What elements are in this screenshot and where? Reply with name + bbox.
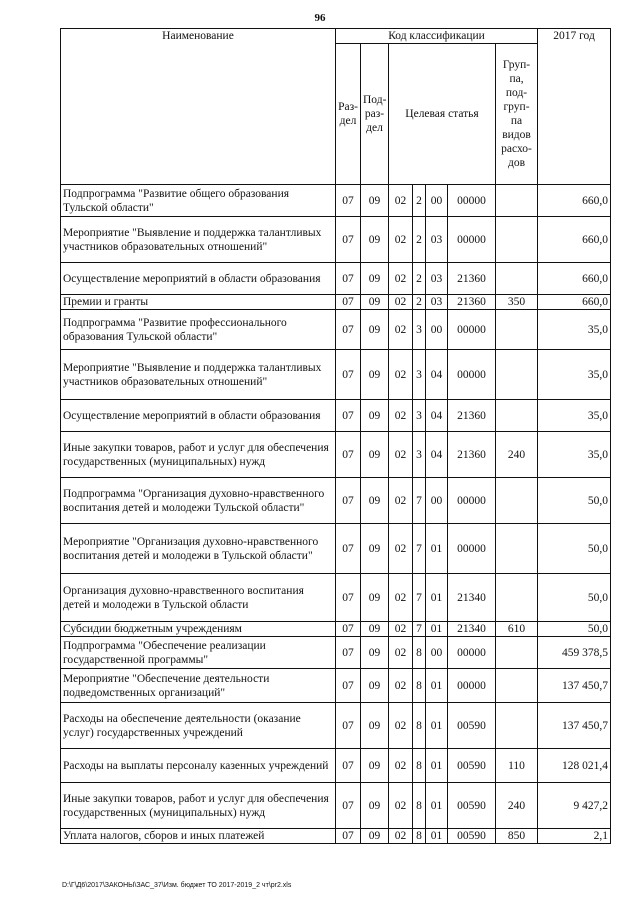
row-target-part2: 2 <box>413 295 426 310</box>
row-amount: 660,0 <box>538 217 611 263</box>
row-target-part1: 02 <box>389 432 413 478</box>
table-row <box>61 749 611 783</box>
row-target-part4: 00000 <box>448 669 496 703</box>
row-target-part4: 21360 <box>448 400 496 432</box>
row-name: Расходы на выплаты персоналу казенных учреждений <box>61 749 336 783</box>
row-section: 07 <box>336 749 361 783</box>
budget-table <box>60 28 611 844</box>
row-expense-group <box>496 669 538 703</box>
row-name: Иные закупки товаров, работ и услуг для обеспечения государственных (муниципальных) нужд <box>61 783 336 829</box>
row-section: 07 <box>336 574 361 622</box>
table-row <box>61 400 611 432</box>
row-amount: 50,0 <box>538 478 611 524</box>
row-target-part3: 01 <box>426 783 448 829</box>
row-name: Мероприятие "Выявление и поддержка талантливых участников образовательных отношений" <box>61 217 336 263</box>
row-target-part1: 02 <box>389 524 413 574</box>
row-name: Подпрограмма "Развитие общего образования Тульской области" <box>61 185 336 217</box>
row-expense-group <box>496 478 538 524</box>
row-target-part1: 02 <box>389 478 413 524</box>
table-body <box>61 185 611 844</box>
row-target-part2: 7 <box>413 478 426 524</box>
row-target-part1: 02 <box>389 574 413 622</box>
row-section: 07 <box>336 829 361 844</box>
row-section: 07 <box>336 637 361 669</box>
row-name: Подпрограмма "Обеспечение реализации государственной программы" <box>61 637 336 669</box>
row-amount: 50,0 <box>538 574 611 622</box>
row-target-part1: 02 <box>389 295 413 310</box>
row-expense-group <box>496 217 538 263</box>
row-target-part2: 3 <box>413 432 426 478</box>
row-amount: 660,0 <box>538 263 611 295</box>
row-subsection: 09 <box>361 669 389 703</box>
row-amount: 2,1 <box>538 829 611 844</box>
row-expense-group: 110 <box>496 749 538 783</box>
row-target-part3: 04 <box>426 400 448 432</box>
row-target-part1: 02 <box>389 783 413 829</box>
row-amount: 137 450,7 <box>538 669 611 703</box>
row-section: 07 <box>336 524 361 574</box>
row-name: Премии и гранты <box>61 295 336 310</box>
row-target-part2: 8 <box>413 637 426 669</box>
row-target-part2: 7 <box>413 622 426 637</box>
row-target-part2: 2 <box>413 185 426 217</box>
table-row <box>61 350 611 400</box>
table-row <box>61 783 611 829</box>
row-amount: 660,0 <box>538 185 611 217</box>
row-target-part3: 04 <box>426 350 448 400</box>
row-amount: 9 427,2 <box>538 783 611 829</box>
table-row <box>61 524 611 574</box>
row-target-part1: 02 <box>389 703 413 749</box>
row-target-part1: 02 <box>389 217 413 263</box>
row-target-part3: 03 <box>426 295 448 310</box>
row-subsection: 09 <box>361 524 389 574</box>
table-row <box>61 478 611 524</box>
row-target-part3: 00 <box>426 310 448 350</box>
row-subsection: 09 <box>361 295 389 310</box>
row-target-part1: 02 <box>389 829 413 844</box>
row-section: 07 <box>336 263 361 295</box>
row-target-part2: 8 <box>413 749 426 783</box>
row-name: Субсидии бюджетным учреждениям <box>61 622 336 637</box>
row-target-part4: 00590 <box>448 829 496 844</box>
row-target-part1: 02 <box>389 185 413 217</box>
row-amount: 35,0 <box>538 400 611 432</box>
row-target-part2: 7 <box>413 524 426 574</box>
row-name: Иные закупки товаров, работ и услуг для обеспечения государственных (муниципальных) нужд <box>61 432 336 478</box>
row-section: 07 <box>336 669 361 703</box>
row-expense-group <box>496 637 538 669</box>
row-subsection: 09 <box>361 829 389 844</box>
row-target-part1: 02 <box>389 400 413 432</box>
row-section: 07 <box>336 622 361 637</box>
row-name: Мероприятие "Организация духовно-нравственного воспитания детей и молодежи в Тульской области" <box>61 524 336 574</box>
table-row <box>61 310 611 350</box>
row-target-part1: 02 <box>389 669 413 703</box>
row-expense-group <box>496 263 538 295</box>
row-name: Расходы на обеспечение деятельности (оказание услуг) государственных учреждений <box>61 703 336 749</box>
row-target-part2: 8 <box>413 829 426 844</box>
row-section: 07 <box>336 478 361 524</box>
row-amount: 50,0 <box>538 524 611 574</box>
row-section: 07 <box>336 310 361 350</box>
header-section: Раз-дел <box>336 44 361 185</box>
row-target-part2: 8 <box>413 783 426 829</box>
header-target-article: Целевая статья <box>389 44 496 185</box>
row-target-part1: 02 <box>389 310 413 350</box>
file-path-footer: D:\Г\Д6\2017\ЗАКОНЫ\ЗАС_37\Изм. бюджет ТО 2017-2019_2 чт\pr2.xls <box>62 882 292 889</box>
row-expense-group <box>496 524 538 574</box>
row-amount: 50,0 <box>538 622 611 637</box>
row-target-part3: 00 <box>426 478 448 524</box>
row-target-part3: 01 <box>426 749 448 783</box>
row-target-part2: 2 <box>413 217 426 263</box>
row-target-part1: 02 <box>389 263 413 295</box>
row-target-part1: 02 <box>389 637 413 669</box>
row-expense-group <box>496 400 538 432</box>
row-subsection: 09 <box>361 400 389 432</box>
row-section: 07 <box>336 217 361 263</box>
row-amount: 660,0 <box>538 295 611 310</box>
row-name: Осуществление мероприятий в области образования <box>61 400 336 432</box>
header-classification: Код классификации <box>336 29 538 44</box>
row-target-part4: 00590 <box>448 783 496 829</box>
row-name: Мероприятие "Выявление и поддержка талантливых участников образовательных отношений" <box>61 350 336 400</box>
row-target-part4: 00590 <box>448 703 496 749</box>
row-target-part4: 21340 <box>448 622 496 637</box>
row-section: 07 <box>336 400 361 432</box>
row-target-part4: 00000 <box>448 310 496 350</box>
row-amount: 137 450,7 <box>538 703 611 749</box>
row-target-part4: 00000 <box>448 524 496 574</box>
table-row <box>61 263 611 295</box>
row-target-part1: 02 <box>389 622 413 637</box>
row-subsection: 09 <box>361 783 389 829</box>
row-target-part1: 02 <box>389 350 413 400</box>
row-target-part4: 00590 <box>448 749 496 783</box>
row-expense-group: 350 <box>496 295 538 310</box>
row-subsection: 09 <box>361 622 389 637</box>
row-expense-group <box>496 574 538 622</box>
row-expense-group <box>496 350 538 400</box>
row-subsection: 09 <box>361 637 389 669</box>
row-subsection: 09 <box>361 574 389 622</box>
table-row <box>61 637 611 669</box>
row-target-part3: 01 <box>426 829 448 844</box>
row-subsection: 09 <box>361 478 389 524</box>
row-target-part3: 00 <box>426 185 448 217</box>
row-target-part1: 02 <box>389 749 413 783</box>
row-expense-group <box>496 185 538 217</box>
row-expense-group <box>496 703 538 749</box>
row-expense-group: 610 <box>496 622 538 637</box>
row-name: Уплата налогов, сборов и иных платежей <box>61 829 336 844</box>
table-row <box>61 185 611 217</box>
row-expense-group: 240 <box>496 783 538 829</box>
row-subsection: 09 <box>361 310 389 350</box>
row-expense-group <box>496 310 538 350</box>
row-name: Подпрограмма "Развитие профессионального образования Тульской области" <box>61 310 336 350</box>
row-target-part2: 8 <box>413 703 426 749</box>
row-target-part3: 03 <box>426 263 448 295</box>
header-expense-group: Груп-па, под-груп-па видов расхо-дов <box>496 44 538 185</box>
row-target-part4: 21360 <box>448 432 496 478</box>
row-target-part2: 7 <box>413 574 426 622</box>
row-name: Осуществление мероприятий в области образования <box>61 263 336 295</box>
row-target-part4: 00000 <box>448 185 496 217</box>
table-row <box>61 669 611 703</box>
row-target-part4: 00000 <box>448 478 496 524</box>
row-target-part4: 00000 <box>448 350 496 400</box>
row-target-part4: 21360 <box>448 295 496 310</box>
row-target-part3: 00 <box>426 637 448 669</box>
row-subsection: 09 <box>361 263 389 295</box>
row-target-part4: 21340 <box>448 574 496 622</box>
table-row <box>61 217 611 263</box>
row-target-part3: 01 <box>426 574 448 622</box>
row-subsection: 09 <box>361 350 389 400</box>
row-name: Мероприятие "Обеспечение деятельности подведомственных организаций" <box>61 669 336 703</box>
table-row <box>61 432 611 478</box>
row-amount: 35,0 <box>538 310 611 350</box>
row-subsection: 09 <box>361 703 389 749</box>
row-amount: 35,0 <box>538 350 611 400</box>
row-expense-group: 240 <box>496 432 538 478</box>
row-name: Подпрограмма "Организация духовно-нравственного воспитания детей и молодежи Тульской области" <box>61 478 336 524</box>
row-section: 07 <box>336 295 361 310</box>
row-target-part4: 00000 <box>448 217 496 263</box>
row-amount: 35,0 <box>538 432 611 478</box>
row-section: 07 <box>336 783 361 829</box>
table-row <box>61 703 611 749</box>
header-year: 2017 год <box>538 29 611 185</box>
row-target-part2: 2 <box>413 263 426 295</box>
row-subsection: 09 <box>361 185 389 217</box>
row-target-part3: 04 <box>426 432 448 478</box>
table-row <box>61 574 611 622</box>
row-target-part3: 01 <box>426 669 448 703</box>
row-target-part4: 21360 <box>448 263 496 295</box>
row-subsection: 09 <box>361 749 389 783</box>
row-expense-group: 850 <box>496 829 538 844</box>
header-name: Наименование <box>61 29 336 185</box>
row-name: Организация духовно-нравственного воспитания детей и молодежи в Тульской области <box>61 574 336 622</box>
row-target-part4: 00000 <box>448 637 496 669</box>
row-target-part2: 3 <box>413 310 426 350</box>
row-subsection: 09 <box>361 217 389 263</box>
row-target-part2: 8 <box>413 669 426 703</box>
row-amount: 128 021,4 <box>538 749 611 783</box>
row-target-part3: 01 <box>426 622 448 637</box>
row-amount: 459 378,5 <box>538 637 611 669</box>
row-section: 07 <box>336 432 361 478</box>
row-section: 07 <box>336 703 361 749</box>
row-target-part3: 01 <box>426 703 448 749</box>
row-target-part2: 3 <box>413 350 426 400</box>
table-row <box>61 829 611 844</box>
row-target-part2: 3 <box>413 400 426 432</box>
row-target-part3: 03 <box>426 217 448 263</box>
table-row <box>61 295 611 310</box>
row-section: 07 <box>336 185 361 217</box>
page-number: 96 <box>314 12 326 24</box>
row-subsection: 09 <box>361 432 389 478</box>
header-subsection: Под-раз-дел <box>361 44 389 185</box>
row-target-part3: 01 <box>426 524 448 574</box>
row-section: 07 <box>336 350 361 400</box>
table-row <box>61 622 611 637</box>
